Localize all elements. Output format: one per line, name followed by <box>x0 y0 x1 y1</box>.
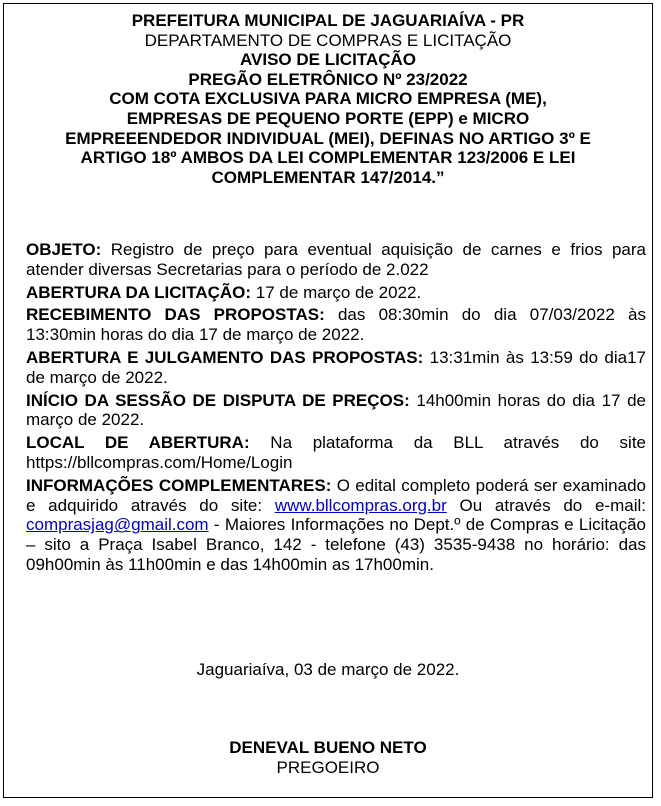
auction-number: PREGÃO ELETRÔNICO Nº 23/2022 <box>188 69 468 89</box>
quota-line-2: EMPRESAS DE PEQUENO PORTE (EPP) e MICRO <box>126 108 530 128</box>
quota-line-4: ARTIGO 18º AMBOS DA LEI COMPLEMENTAR 123/2006 E LEI <box>80 148 576 168</box>
abertura-text: 17 de março de 2022. <box>251 282 422 302</box>
inicio-text: 14h00min horas do dia 17 de março de 2022. <box>26 390 646 430</box>
julgamento-label: ABERTURA E JULGAMENTO DAS PROPOSTAS: <box>26 347 424 367</box>
quota-line-3: EMPREEENDEDOR INDIVIDUAL (MEI), DEFINAS NO ARTIGO 3º E <box>65 128 591 148</box>
informacoes-text-2: Ou através do e-mail: <box>446 495 646 515</box>
signatory-role: PREGOEIRO <box>276 757 380 777</box>
julgamento-paragraph <box>26 348 646 388</box>
local-label: LOCAL DE ABERTURA: <box>26 433 250 453</box>
abertura-label: ABERTURA DA LICITAÇÃO: <box>26 282 252 302</box>
julgamento-text: 13:31min às 13:59 do dia17 de março de 2022. <box>26 347 646 387</box>
recebimento-paragraph <box>26 305 646 345</box>
inicio-paragraph <box>26 391 646 431</box>
dateline: Jaguariaíva, 03 de março de 2022. <box>196 660 460 679</box>
local-text: Na plataforma da BLL através do site https://bllcompras.com/Home/Login <box>26 433 647 472</box>
inicio-label: INÍCIO DA SESSÃO DE DISPUTA DE PREÇOS: <box>26 390 410 410</box>
notice-header <box>4 11 652 187</box>
local-paragraph <box>26 433 646 473</box>
signatory-name: DENEVAL BUENO NETO <box>229 738 427 757</box>
informacoes-text-3: - Maiores Informações no Dept.º de Compras e Licitação – sito a Praça Isabel Branco, 142 - telefone (43) 3535-9438 no horário: das 09h00min às 11h00min e das 14h00min as 17h00min. <box>26 515 646 574</box>
quota-line-5: COMPLEMENTAR 147/2014.” <box>211 167 445 187</box>
notice-frame <box>3 3 653 798</box>
municipality-title: PREFEITURA MUNICIPAL DE JAGUARIAÍVA - PR <box>131 11 525 30</box>
recebimento-text: das 08:30min do dia 07/03/2022 às 13:30min horas do dia 17 de março de 2022. <box>26 305 646 345</box>
informacoes-text-1: O edital completo poderá ser examinado e adquirido através do site: <box>26 475 646 515</box>
objeto-paragraph <box>26 240 646 280</box>
informacoes-label: INFORMAÇÕES COMPLEMENTARES: <box>26 475 332 495</box>
notice-body <box>26 240 646 578</box>
recebimento-label: RECEBIMENTO DAS PROPOSTAS: <box>26 305 325 325</box>
signature-block <box>4 738 652 777</box>
quota-line-1: COM COTA EXCLUSIVA PARA MICRO EMPRESA (ME), <box>109 89 547 109</box>
objeto-label: OBJETO: <box>26 240 102 259</box>
abertura-paragraph <box>26 283 646 303</box>
department-name: DEPARTAMENTO DE COMPRAS E LICITAÇÃO <box>144 30 512 50</box>
site-link[interactable]: www.bllcompras.org.br <box>274 495 447 515</box>
objeto-text: Registro de preço para eventual aquisição de carnes e frios para atender diversas Secretarias para o período de 2.022 <box>26 240 646 279</box>
notice-type: AVISO DE LICITAÇÃO <box>240 50 416 70</box>
informacoes-paragraph <box>26 476 646 575</box>
email-link[interactable]: comprasjag@gmail.com <box>26 515 209 535</box>
